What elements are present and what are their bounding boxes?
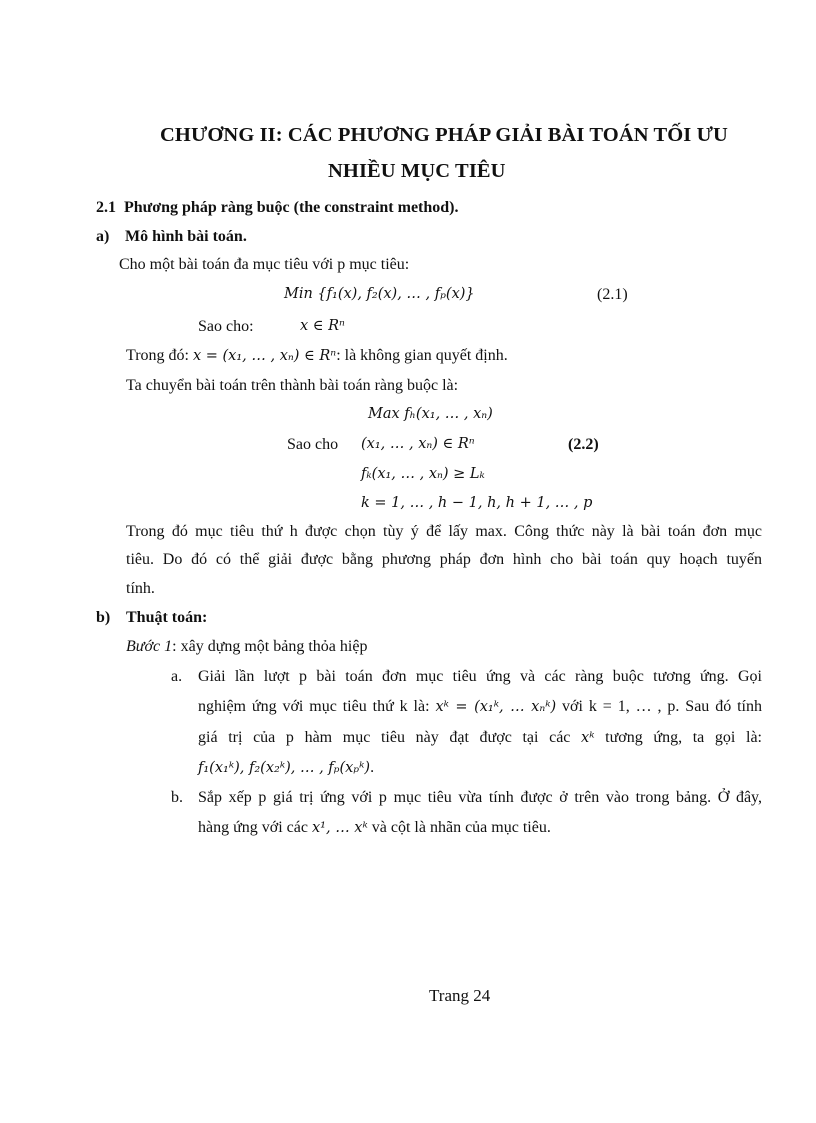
item-a-line-4 xyxy=(198,759,374,777)
subsection-b-label: b) xyxy=(96,609,111,626)
item-a-line-3 xyxy=(198,729,762,747)
section-heading xyxy=(96,199,459,217)
definition-math: x = (x₁, … , xₙ) ∈ Rⁿ xyxy=(192,348,337,364)
equation-2-1-number: (2.1) xyxy=(597,286,628,303)
item-a-line-2 xyxy=(198,698,762,716)
item-b-line-2-post: và cột là nhãn của mục tiêu. xyxy=(367,819,551,836)
item-a-line-2-math: xᵏ = (x₁ᵏ, … xₙᵏ) xyxy=(435,699,557,715)
equation-2-2-cond-label: Sao cho xyxy=(287,436,339,453)
chapter-title-line1: CHƯƠNG II: CÁC PHƯƠNG PHÁP GIẢI BÀI TOÁN TỐI ƯU xyxy=(160,124,728,146)
page-number: Trang 24 xyxy=(429,986,491,1005)
item-b-line-1: Sắp xếp p giá trị ứng với p mục tiêu vừa tính được ở trên vào trong bảng. Ở đây, xyxy=(198,789,762,806)
step-1 xyxy=(126,638,367,656)
item-b-line-2 xyxy=(198,819,551,837)
item-a-line-1: Giải lần lượt p bài toán đơn mục tiêu ứng và các ràng buộc tương ứng. Gọi xyxy=(198,668,762,685)
item-a-line-3-post: tương ứng, ta gọi là: xyxy=(594,729,763,746)
equation-2-1-condition: x ∈ Rⁿ xyxy=(300,318,345,334)
subsection-a-title: Mô hình bài toán. xyxy=(125,228,247,245)
step-1-text: : xây dựng một bảng thỏa hiệp xyxy=(172,638,368,655)
item-a-line-2-post: với k = 1, … , p. Sau đó tính xyxy=(556,698,762,715)
transform-text: Ta chuyển bài toán trên thành bài toán ràng buộc là: xyxy=(126,377,459,394)
intro-text: Cho một bài toán đa mục tiêu với p mục tiêu: xyxy=(119,256,410,273)
paragraph-line-2: tiêu. Do đó có thể giải được bằng phương pháp đơn hình cho bài toán quy hoạch tuyến xyxy=(126,551,762,568)
subsection-b-title: Thuật toán: xyxy=(126,609,208,626)
step-1-label: Bước 1 xyxy=(126,638,173,655)
definition-suffix: : là không gian quyết định. xyxy=(336,347,508,364)
item-a-line-2-pre: nghiệm ứng với mục tiêu thứ k là: xyxy=(198,698,436,715)
item-a-line-3-pre: giá trị của p hàm mục tiêu này đạt được tại các xyxy=(198,729,582,746)
subsection-a-label: a) xyxy=(96,228,110,245)
item-b-label: b. xyxy=(171,789,183,806)
item-a-line-4-post: . xyxy=(370,759,375,776)
item-a-line-3-math: xᵏ xyxy=(581,730,595,746)
equation-2-1-cond-label: Sao cho: xyxy=(198,318,254,335)
equation-2-1: Min {f₁(x), f₂(x), … , fₚ(x)} xyxy=(284,286,475,302)
paragraph-line-3: tính. xyxy=(126,580,155,597)
equation-2-2-condition-2: fₖ(x₁, … , xₙ) ≥ Lₖ xyxy=(361,466,485,482)
item-a-line-4-math: f₁(x₁ᵏ), f₂(x₂ᵏ), … , fₚ(xₚᵏ) xyxy=(198,760,371,776)
chapter-title-line2: NHIỀU MỤC TIÊU xyxy=(328,160,506,182)
section-number: 2.1 xyxy=(96,199,116,216)
item-b-line-2-pre: hàng ứng với các xyxy=(198,819,312,836)
definition-prefix: Trong đó: xyxy=(126,347,193,364)
item-b-line-2-math: x¹, … xᵏ xyxy=(311,820,368,836)
equation-2-2-condition-3: k = 1, … , h − 1, h, h + 1, … , p xyxy=(361,495,593,511)
equation-2-2-number: (2.2) xyxy=(568,436,599,453)
item-a-label: a. xyxy=(171,668,183,685)
equation-2-2-condition-1: (x₁, … , xₙ) ∈ Rⁿ xyxy=(361,436,475,452)
definition-line xyxy=(126,347,508,365)
equation-2-2-objective: Max fₕ(x₁, … , xₙ) xyxy=(368,406,493,422)
section-title: Phương pháp ràng buộc (the constraint method). xyxy=(124,199,459,216)
paragraph-line-1: Trong đó mục tiêu thứ h được chọn tùy ý để lấy max. Công thức này là bài toán đơn mục xyxy=(126,523,762,540)
